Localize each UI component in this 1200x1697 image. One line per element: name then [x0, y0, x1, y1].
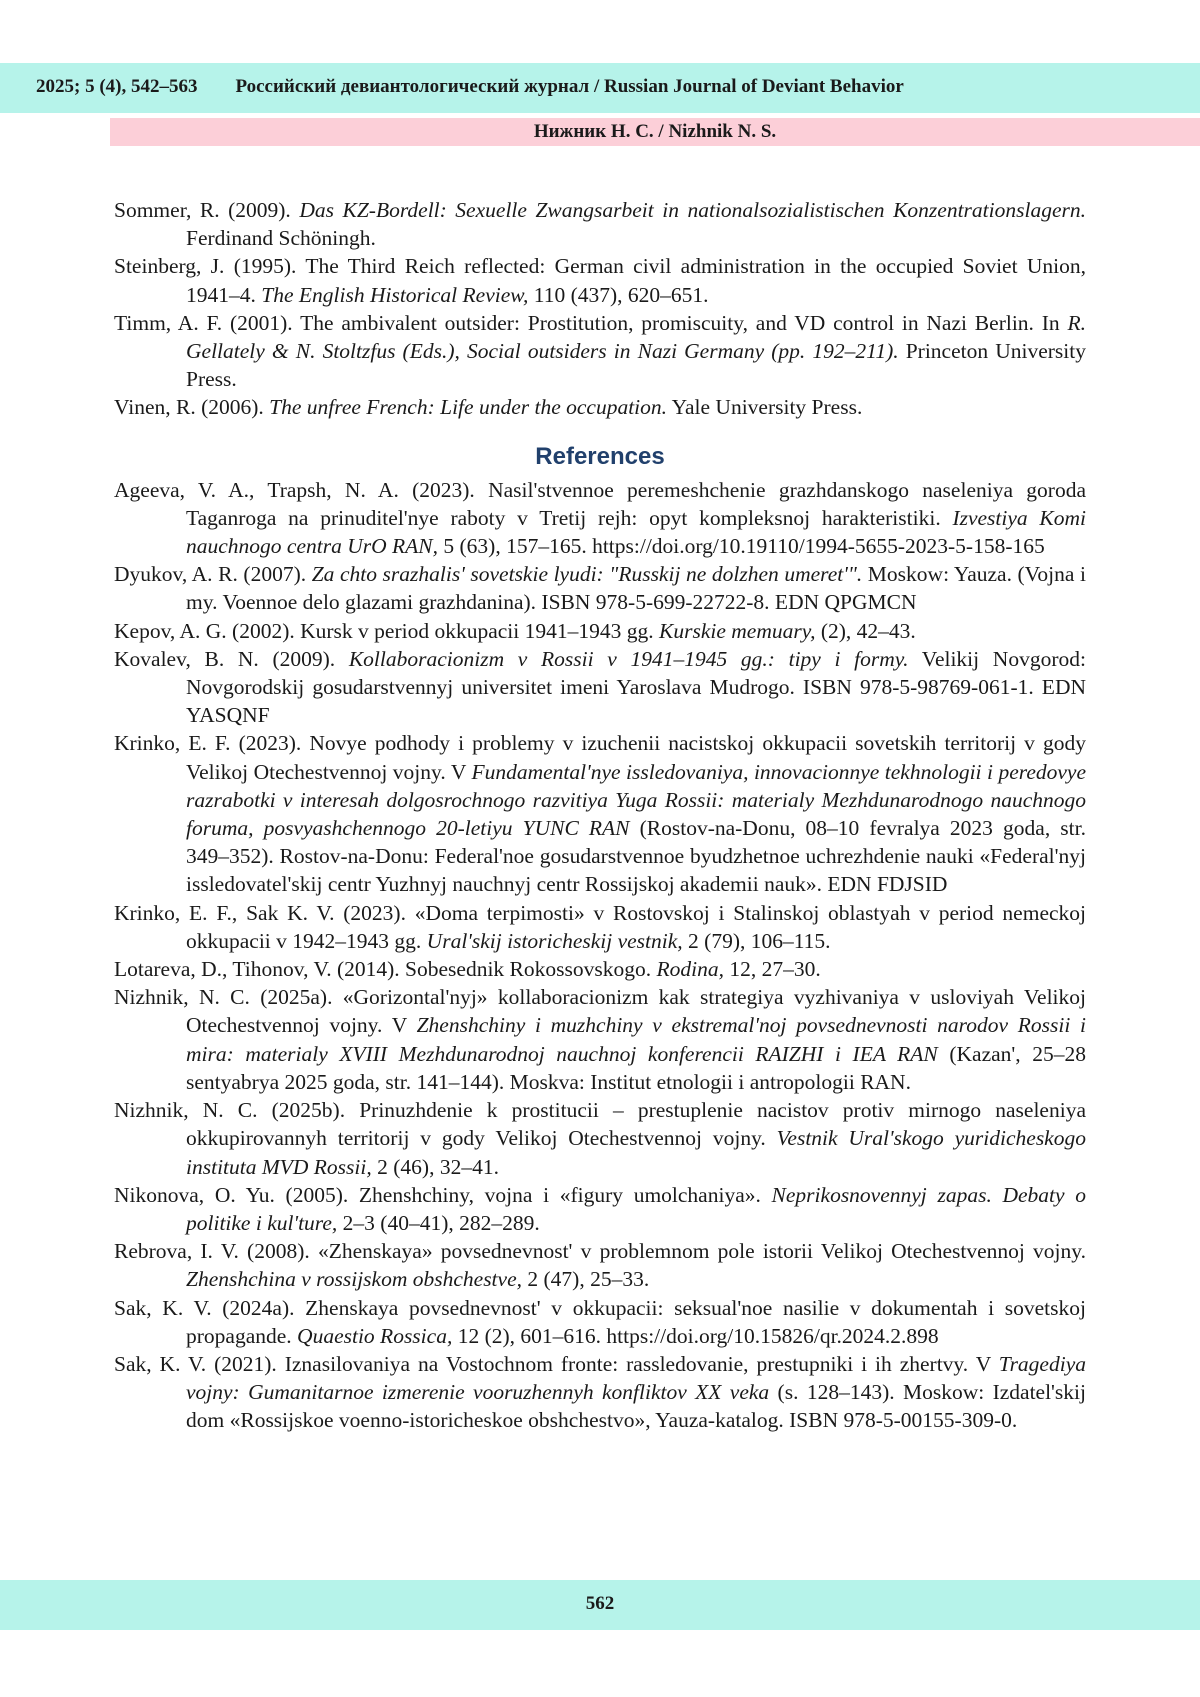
reference-entry [114, 476, 1086, 561]
references-section [114, 476, 1086, 1435]
reference-entry [114, 983, 1086, 1096]
reference-italic-title: Neprikosnovennyj zapas. Debaty o politike i kul'ture, [186, 1182, 1086, 1235]
reference-text: Kovalev, B. N. (2009). [114, 646, 349, 671]
reference-italic-title: The English Historical Review, [261, 282, 529, 307]
reference-text: Nikonova, O. Yu. (2005). Zhenshchiny, vojna i «figury umolchaniya». [114, 1182, 772, 1207]
running-author: Нижник Н. С. / Nizhnik N. S. [533, 121, 777, 142]
reference-text: Krinko, E. F., Sak K. V. (2023). «Doma terpimosti» v Rostovskoj i Stalinskoj oblastyah v period nemeckoj okkupacii v 1942–1943 gg. [114, 900, 1086, 953]
reference-text: (Rostov-na-Donu, 08–10 fevralya 2023 goda, str. 349–352). Rostov-na-Donu: Federal'noe gosudarstvennoe byudzhetnoe uchrezhdenie nauki «Federal'nyj issledovatel'skij centr Yuzhnyj nauchnyj centr Rossijskoj akademii nauk». EDN FDJSID [186, 816, 1086, 897]
reference-text: 2–3 (40–41), 282–289. [337, 1210, 540, 1235]
reference-text: Nizhnik, N. C. (2025b). Prinuzhdenie k prostitucii – prestuplenie nacistov protiv mirnogo naseleniya okkupirovannyh territorij v gody Velikoj Otechestvennoj vojny. [114, 1098, 1086, 1151]
reference-text: (2), 42–43. [815, 618, 916, 643]
reference-italic-title: Izvestiya Komi nauchnogo centra UrO RAN, [186, 505, 1086, 559]
reference-entry [114, 196, 1086, 252]
reference-text: Rebrova, I. V. (2008). «Zhenskaya» povsednevnost' v problemnom pole istorii Velikoj Otechestvennoj vojny. [114, 1239, 1086, 1264]
reference-entry [114, 617, 1086, 645]
issue-info: 2025; 5 (4), 542–563 [36, 76, 198, 97]
reference-text: (Kazan', 25–28 sentyabrya 2025 goda, str. 141–144). Moskva: Institut etnologii i antropologii RAN. [186, 1041, 1086, 1094]
reference-entry [114, 729, 1086, 898]
reference-text: 2 (46), 32–41. [371, 1154, 499, 1179]
reference-italic-title: Das KZ-Bordell: Sexuelle Zwangsarbeit in nationalsozialistischen Konzentrationslagern. [299, 198, 1086, 222]
reference-entry [114, 899, 1086, 955]
reference-entry [114, 955, 1086, 983]
reference-italic-title: Za chto srazhalis' sovetskie lyudi: "Russkij ne dolzhen umeret'". [311, 562, 863, 587]
reference-text: Ferdinand Schöningh. [186, 226, 376, 251]
reference-italic-title: Kollaboracionizm v Rossii v 1941–1945 gg.: tipy i formy. [348, 646, 909, 671]
reference-italic-title: Rodina, [656, 957, 724, 982]
sources-continued [114, 196, 1086, 422]
reference-entry [114, 1237, 1086, 1293]
reference-italic-title: Quaestio Rossica, [297, 1323, 453, 1348]
reference-entry [114, 1181, 1086, 1237]
reference-italic-title: Ural'skij istoricheskij vestnik, [426, 928, 683, 953]
reference-text: Velikij Novgorod: Novgorodskij gosudarstvennyj universitet imeni Yaroslava Mudrogo. ISBN 978-5-98769-061-1. EDN YASQNF [186, 646, 1086, 728]
reference-text: Nizhnik, N. C. (2025a). «Gorizontal'nyj» kollaboracionizm kak strategiya vyzhivaniya v usloviyah Velikoj Otechestvennoj vojny. V [114, 985, 1086, 1038]
reference-list [114, 196, 1086, 1435]
reference-text: 12 (2), 601–616. https://doi.org/10.15826/qr.2024.2.898 [452, 1323, 939, 1348]
reference-text: Sak, K. V. (2024a). Zhenskaya povsednevnost' v okkupacii: seksual'noe nasilie v dokumentah i sovetskoj propagande. [114, 1295, 1086, 1348]
reference-text: 2 (47), 25–33. [522, 1267, 650, 1292]
reference-text: Steinberg, J. (1995). The Third Reich reflected: German civil administration in the occupied Soviet Union, 1941–4. [114, 254, 1086, 307]
reference-text: Lotareva, D., Tihonov, V. (2014). Sobesednik Rokossovskogo. [114, 957, 657, 982]
reference-entry [114, 645, 1086, 730]
reference-text: Kepov, A. G. (2002). Kursk v period okkupacii 1941–1943 gg. [114, 618, 659, 643]
reference-italic-title: Zhenshchiny i muzhchiny v ekstremal'noj povsednevnosti narodov Rossii i mira: materialy XVIII Mezhdunarodnoj nauchnoj konferencii RAIZHI i IEA RAN [186, 1013, 1087, 1066]
reference-entry [114, 560, 1086, 616]
reference-entry [114, 1294, 1086, 1350]
reference-text: Princeton University Press. [186, 339, 1086, 392]
reference-text: Moskow: Yauza. (Vojna i my. Voennoe delo glazami grazhdanina). ISBN 978-5-699-22722-8. EDN QPGMCN [186, 562, 1086, 615]
reference-text: Vinen, R. (2006). [114, 395, 270, 420]
reference-text: Sommer, R. (2009). [114, 198, 300, 222]
reference-text: Krinko, E. F. (2023). Novye podhody i problemy v izuchenii nacistskoj okkupacii sovetskih territorij v gody Velikoj Otechestvennoj vojny. V [114, 731, 1086, 784]
reference-text: Yale University Press. [667, 395, 863, 420]
reference-entry [114, 1096, 1086, 1181]
reference-italic-title: Tragediya vojny: Gumanitarnoe izmerenie vooruzhennyh konfliktov XX veka [186, 1351, 1086, 1405]
reference-text: Sak, K. V. (2021). Iznasilovaniya na Vostochnom fronte: rassledovanie, prestupniki i ih zhertvy. V [114, 1351, 999, 1376]
reference-text: Dyukov, A. R. (2007). [114, 562, 312, 587]
reference-italic-title: Zhenshchina v rossijskom obshchestve, [186, 1267, 522, 1292]
reference-italic-title: Kurskie memuary, [659, 618, 816, 643]
reference-entry [114, 1350, 1086, 1435]
reference-italic-title: Fundamental'nye issledovaniya, innovacionnye tekhnologii i peredovye razrabotki v interesah dolgosrochnogo razvitiya Yuga Rossii: materialy Mezhdunarodnogo nauchnogo foruma, posvyashchennogo 20-letiyu YUNC RAN [186, 759, 1086, 841]
reference-text: 2 (79), 106–115. [682, 928, 831, 953]
reference-italic-title: The unfree French: Life under the occupation. [269, 395, 668, 420]
page-number: 562 [585, 1593, 615, 1614]
reference-text: Timm, A. F. (2001). The ambivalent outsider: Prostitution, promiscuity, and VD control in Nazi Berlin. In [114, 310, 1068, 335]
reference-text: 12, 27–30. [723, 957, 821, 982]
reference-text: 110 (437), 620–651. [528, 282, 709, 307]
reference-entry [114, 393, 1086, 421]
reference-entry [114, 309, 1086, 394]
reference-entry [114, 252, 1086, 308]
reference-italic-title: Vestnik Ural'skogo yuridicheskogo instituta MVD Rossii, [186, 1126, 1086, 1179]
reference-text: (s. 128–143). Moskow: Izdatel'skij dom «Rossijskoe voenno-istoricheskoe obshchestvo», Yauza-katalog. ISBN 978-5-00155-309-0. [186, 1380, 1086, 1433]
reference-italic-title: R. Gellately & N. Stoltzfus (Eds.), Social outsiders in Nazi Germany (pp. 192–211). [186, 310, 1086, 364]
journal-header [36, 76, 904, 98]
journal-title: Российский девиантологический журнал / Russian Journal of Deviant Behavior [235, 76, 904, 97]
reference-text: Ageeva, V. A., Trapsh, N. A. (2023). Nasil'stvennoe peremeshchenie grazhdanskogo naseleniya goroda Taganroga na prinuditel'nye raboty v Tretij rejh: opyt kompleksnoj harakteristiki. [114, 477, 1086, 530]
references-heading: References [535, 442, 665, 470]
reference-text: 5 (63), 157–165. https://doi.org/10.19110/1994-5655-2023-5-158-165 [438, 534, 1045, 559]
